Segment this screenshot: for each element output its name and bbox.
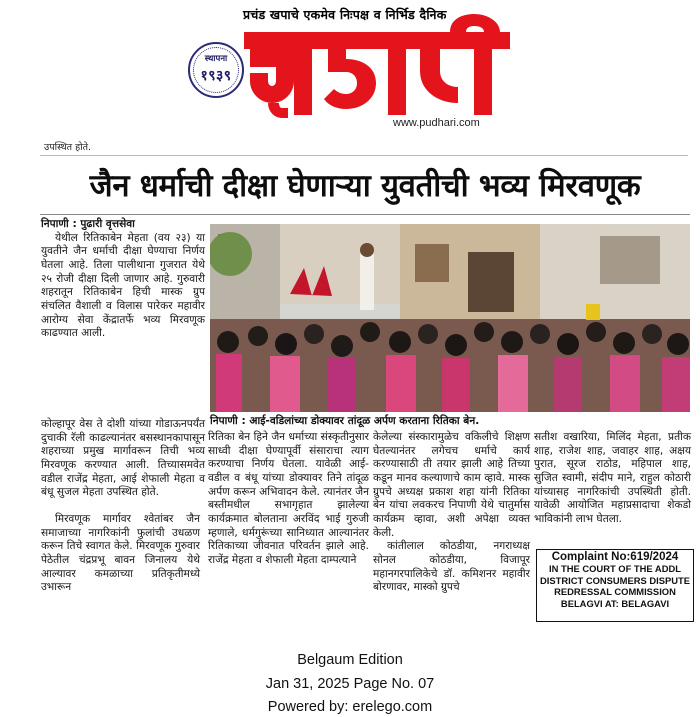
article-headline: जैन धर्माची दीक्षा घेणाऱ्या युवतीची भव्य मिरवणूक (89, 168, 641, 204)
masthead (0, 0, 700, 140)
article-paragraph: कोल्हापूर वेस ते दोशी यांच्या गोडाऊनपर्यंत दुचाकी रॅली काढल्यानंतर बसस्थानकापासून शहराच्या प्रमुख मार्गावरून तिची भव्य मिरवणूक करण्यात आली. तिच्यासमवेत वडील राजेंद्र मेहता, आई शेफाली मेहता व बंधू सुजल मेहता उपस्थित होते. (41, 418, 205, 499)
article-column-4 (534, 431, 691, 527)
article-dateline: निपाणी : पुढारी वृत्तसेवा (41, 218, 135, 230)
article-column-1-top (41, 218, 205, 341)
photo-caption: निपाणी : आई-वडिलांच्या डोक्यावर तांदूळ अर्पण करताना रितिका बेन. (210, 415, 480, 427)
notice-line: BELAGVI AT: BELAGAVI (560, 597, 670, 609)
article-column-1-middle (41, 418, 205, 500)
crowd (210, 304, 690, 412)
legal-notice-box (536, 549, 694, 622)
article-paragraph: केलेल्या संस्कारामुळेच वकिलीचे शिक्षण घेतल्यानंतर लगेचच धर्माचे कार्य करण्यासाठी ती तयार झाली आहे तिच्या कडून मानव कल्याणाचे काम व्हावे. मास्क ग्रुपचे अध्यक्ष प्रकाश शहा यांनी रितिका बेन यांचा लवकरच निपाणी येथे चातुर्मास कार्यक्रम व्हावा, अशी अपेक्षा व्यक्त केली. (373, 431, 530, 539)
article-paragraph: रितिका बेन हिने जैन धर्माच्या संस्कृतीनुसार साध्वी दीक्षा घेण्यापूर्वी संसाराचा त्याग करण्याचा निर्णय घेतला. यावेळी आई-वडील व बंधू यांच्या डोक्यावर तिने तांदूळ अर्पण करून अभिवादन केले. त्यानंतर जैन बस्तीमधील सभागृहात झालेल्या कार्यक्रमात बोलताना अरविंद भाई गुरुजी म्हणाले, धर्मगुरूंच्या सानिध्यात आल्यानंतर रितिकाच्या जीवनात परिवर्तन झाले आहे. राजेंद्र मेहता व शेफाली मेहता दाम्पत्याने (208, 431, 369, 566)
article-column-3 (373, 431, 530, 595)
notice-line: DISTRICT CONSUMERS DISPUTE (539, 574, 690, 586)
headline-divider (40, 214, 690, 215)
article-paragraph: कांतीलाल कोठडीया, नगराध्यक्ष सोनल कोठडीया, विजापूर महानगरपालिकेचे डॉ. कमिशनर महावीर बोरणावर, मास्को ग्रुपचे (373, 540, 530, 594)
masthead-tagline: प्रचंड खपाचे एकमेव निःपक्ष व निर्भिड दैनिक (243, 7, 447, 22)
logo-glyphs (244, 14, 510, 118)
masthead-divider (40, 155, 688, 156)
complaint-number: Complaint No:619/2024 (551, 551, 679, 563)
previous-article-snippet: उपस्थित होते. (44, 142, 92, 153)
procession-photo (210, 224, 690, 412)
date-page-label: Jan 31, 2025 Page No. 07 (265, 676, 435, 692)
notice-line: IN THE COURT OF THE ADDL (549, 563, 681, 574)
notice-line: REDRESSAL COMMISSION (554, 586, 676, 598)
established-seal (188, 42, 244, 98)
powered-by-label: Powered by: erelego.com (267, 699, 433, 715)
pudhari-logo (244, 14, 510, 118)
article-paragraph: सतीश वखारिया, मिलिंद मेहता, प्रतीक शाह, राजेश शाह, जवाहर शाह, अक्षय पुरात, सूरज राठोड, महिपाल शाह, सुजित स्वामी, संदीप माने, राहुल कोठारी यांच्यासह नागरिकांची उपस्थिती होती. यावेळी आयोजित महाप्रसादाचा शेकडो भाविकांनी लाभ घेतला. (534, 431, 691, 525)
website-url: www.pudhari.com (393, 117, 480, 129)
article-paragraph: येथील रितिकाबेन मेहता (वय २३) या युवतीने जैन धर्माची दीक्षा घेण्याचा निर्णय घेतला आहे. तिला पालीथाना गुजरात येथे २५ रोजी दीक्षा दिली जाणार आहे. गुरुवारी शहरातून रितिकाबेन हिची मास्क ग्रुप संचलित वैशाली व विलास पारेकर महावीर आरोग्य सेवा केंद्रातर्फे भव्य मिरवणूक काढण्यात आली. (41, 231, 205, 340)
article-column-1-bottom (41, 513, 200, 595)
article-paragraph: मिरवणूक मार्गावर श्वेतांबर जैन समाजाच्या नागरिकांनी फुलांची उधळण करून तिचे स्वागत केले. मिरवणूक गुरुवार पेठेतील चंद्रप्रभू बावन जिनालय येथे आल्यावर कमळाच्या प्रतिकृतीमध्ये उभारून (41, 513, 200, 594)
edition-label: Belgaum Edition (297, 652, 403, 668)
seal-year: १९३९ (200, 68, 232, 84)
article-column-2 (208, 431, 369, 568)
seal-label: स्थापना (204, 54, 228, 64)
